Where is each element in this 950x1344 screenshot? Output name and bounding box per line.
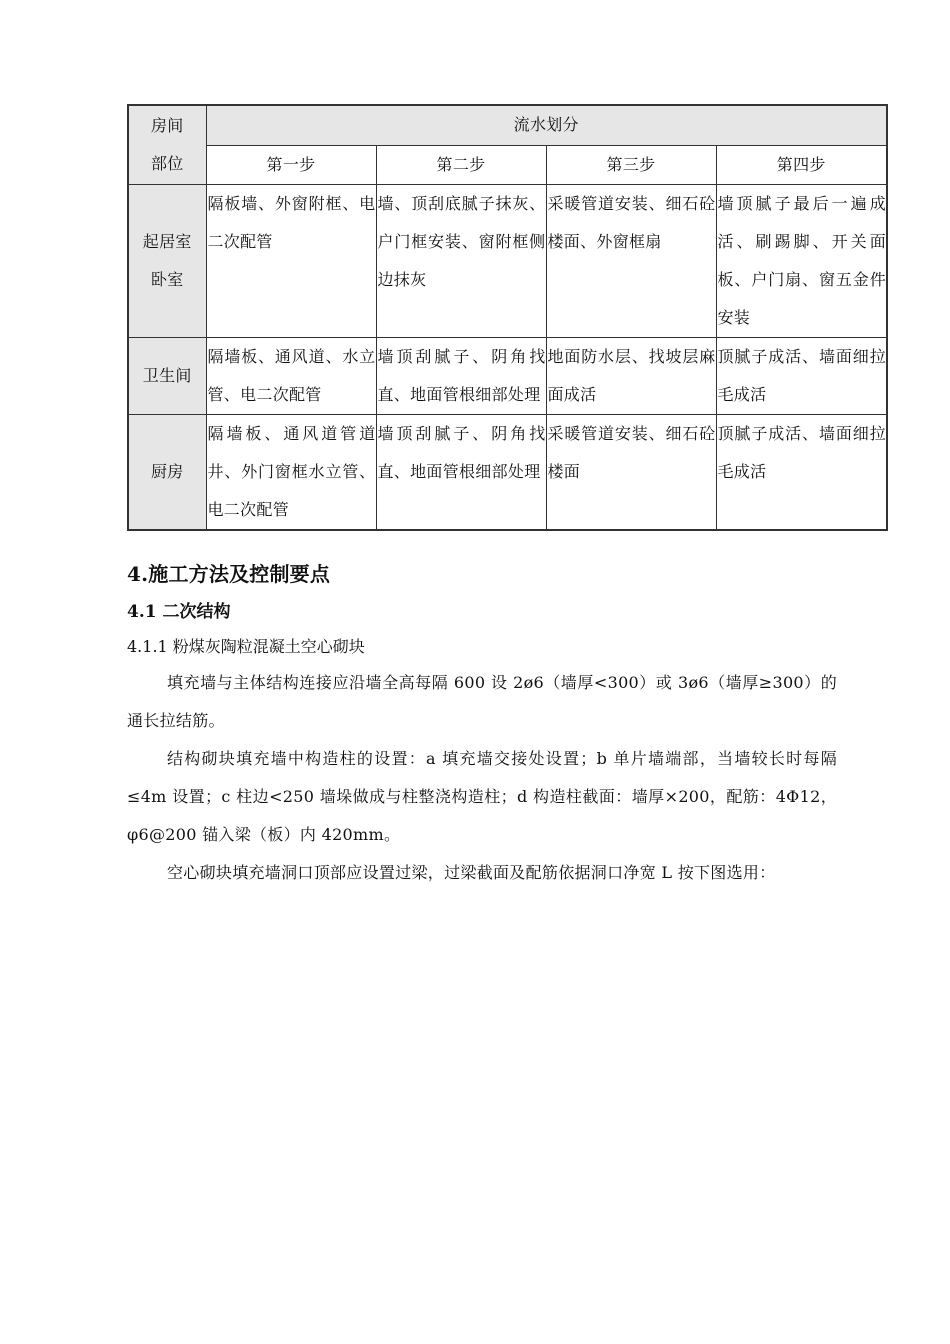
flow-division-table <box>127 104 888 531</box>
table-row <box>128 184 887 337</box>
table-cell: 墙顶腻子最后一遍成活、刷踢脚、开关面板、户门扇、窗五金件安装 <box>716 184 887 337</box>
table-cell: 隔板墙、外窗附框、电二次配管 <box>206 184 376 337</box>
table-cell: 采暖管道安装、细石砼楼面、外窗框扇 <box>546 184 716 337</box>
room-header-label: 房间部位 <box>150 115 184 173</box>
subsubsection-heading: 4.1.1 粉煤灰陶粒混凝土空心砌块 <box>127 637 365 656</box>
step-header-4: 第四步 <box>716 145 887 184</box>
table-cell: 隔墙板、通风道、水立管、电二次配管 <box>206 337 376 414</box>
table-row <box>128 337 887 414</box>
table-row <box>128 414 887 530</box>
table-cell: 地面防水层、找坡层麻面成活 <box>546 337 716 414</box>
room-cell <box>128 184 206 337</box>
table-cell: 墙顶刮腻子、阴角找直、地面管根细部处理 <box>376 414 546 530</box>
table-cell: 墙、顶刮底腻子抹灰、户门框安装、窗附框侧边抹灰 <box>376 184 546 337</box>
table-header-row <box>128 105 887 145</box>
paragraph: 空心砌块填充墙洞口顶部应设置过梁，过梁截面及配筋依据洞口净宽 L 按下图选用： <box>167 863 776 882</box>
table-cell: 采暖管道安装、细石砼楼面 <box>546 414 716 530</box>
step-header-1: 第一步 <box>206 145 376 184</box>
subsection-heading: 4.1 二次结构 <box>127 602 231 622</box>
table-cell: 顶腻子成活、墙面细拉毛成活 <box>716 414 887 530</box>
room-cell: 卫生间 <box>128 337 206 414</box>
table-cell: 墙顶刮腻子、阴角找直、地面管根细部处理 <box>376 337 546 414</box>
step-header-3: 第三步 <box>546 145 716 184</box>
table-cell: 顶腻子成活、墙面细拉毛成活 <box>716 337 887 414</box>
paragraph: 填充墙与主体结构连接应沿墙全高每隔 600 设 2ø6（墙厚<300）或 3ø6（墙厚≥300）的通长拉结筋。 <box>127 673 837 730</box>
flow-header-cell: 流水划分 <box>206 105 887 145</box>
room-cell: 厨房 <box>128 414 206 530</box>
steps-header-row <box>128 145 887 184</box>
paragraph: 结构砌块填充墙中构造柱的设置：a 填充墙交接处设置；b 单片墙端部，当墙较长时每隔≤4m 设置；c 柱边<250 墙垛做成与柱整浇构造柱；d 构造柱截面：墙厚×200，配筋：4Φ12，φ6@200 锚入梁（板）内 420mm。 <box>127 749 837 844</box>
step-header-2: 第二步 <box>376 145 546 184</box>
table-cell: 隔墙板、通风道管道井、外门窗框水立管、电二次配管 <box>206 414 376 530</box>
room-label: 起居室卧室 <box>142 231 192 289</box>
section-heading: 4.施工方法及控制要点 <box>127 562 331 586</box>
room-header-cell <box>128 105 206 184</box>
